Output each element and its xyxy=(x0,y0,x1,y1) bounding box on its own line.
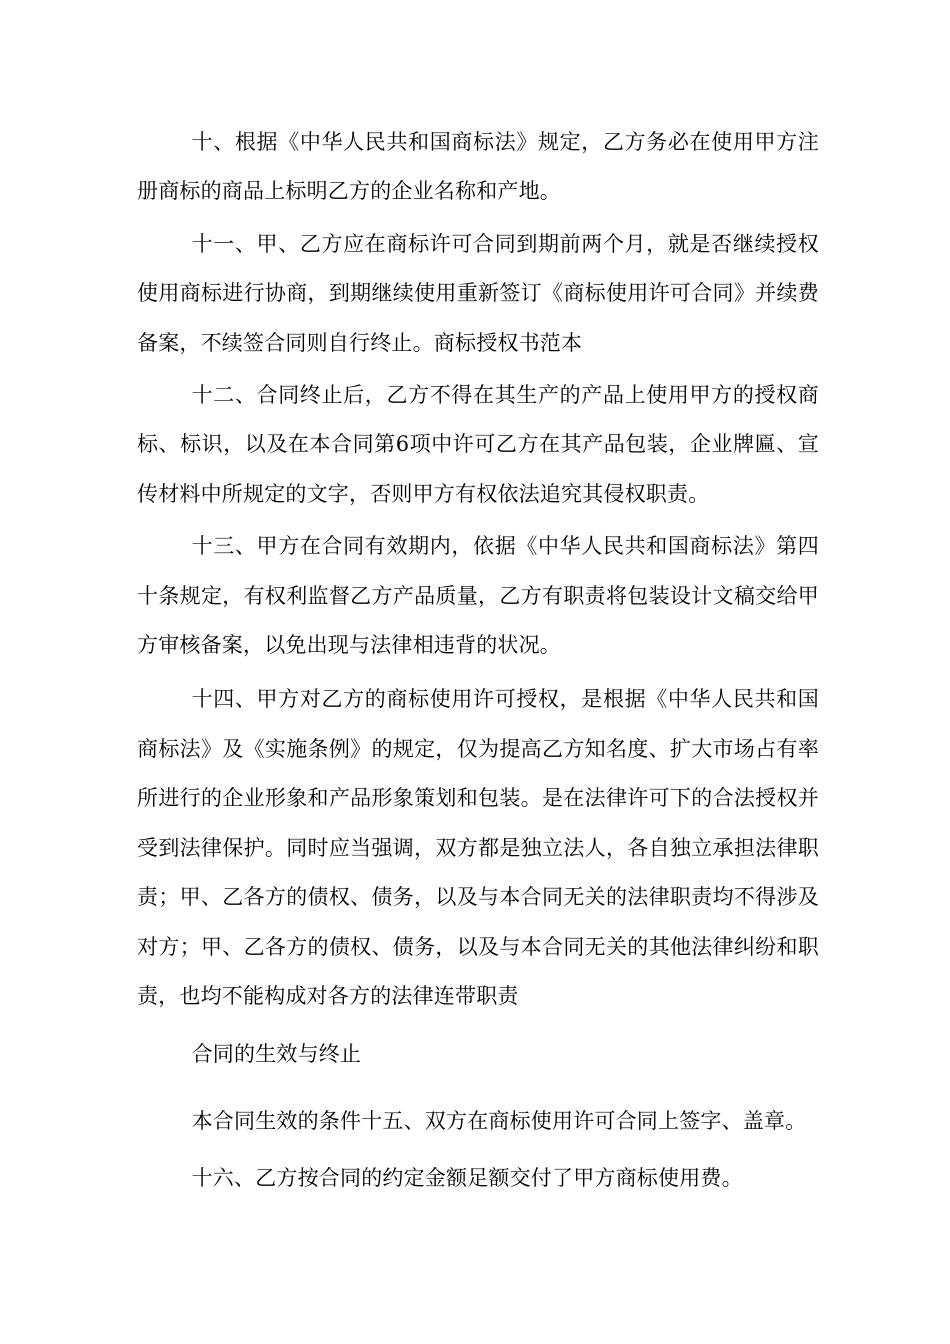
section-heading-effect-termination: 合同的生效与终止 xyxy=(191,1042,362,1067)
clause-14: 十四、甲方对乙方的商标使用许可授权，是根据《中华人民共和国商标法》及《实施条例》的规定，仅为提高乙方知名度、扩大市场占有率所进行的企业形象和产品形象策划和包装。是在法律许可下的合法授权并受到法律保护。同时应当强调，双方都是独立法人，各自独立承担法律职责；甲、乙各方的债权、债务，以及与本合同无关的法律职责均不得涉及对方；甲、乙各方的债权、债务，以及与本合同无关的其他法律纠纷和职责，也均不能构成对各方的法律连带职责 xyxy=(137,687,819,1008)
clause-10: 十、根据《中华人民共和国商标法》规定，乙方务必在使用甲方注册商标的商品上标明乙方的企业名称和产地。 xyxy=(137,130,819,204)
document-page xyxy=(137,118,819,1203)
clause-12: 十二、合同终止后，乙方不得在其生产的产品上使用甲方的授权商标、标识，以及在本合同第6项中许可乙方在其产品包装，企业牌匾、宣传材料中所规定的文字，否则甲方有权依法追究其侵权职责。 xyxy=(137,383,819,506)
clause-15: 本合同生效的条件十五、双方在商标使用许可合同上签字、盖章。 xyxy=(191,1108,807,1133)
clause-13: 十三、甲方在合同有效期内，依据《中华人民共和国商标法》第四十条规定，有权利监督乙方产品质量，乙方有职责将包装设计文稿交给甲方审核备案，以免出现与法律相违背的状况。 xyxy=(137,534,819,658)
clause-16: 十六、乙方按合同的约定金额足额交付了甲方商标使用费。 xyxy=(191,1165,743,1190)
clause-11: 十一、甲、乙方应在商标许可合同到期前两个月，就是否继续授权使用商标进行协商，到期继续使用重新签订《商标使用许可合同》并续费备案，不续签合同则自行终止。商标授权书范本 xyxy=(137,231,819,355)
